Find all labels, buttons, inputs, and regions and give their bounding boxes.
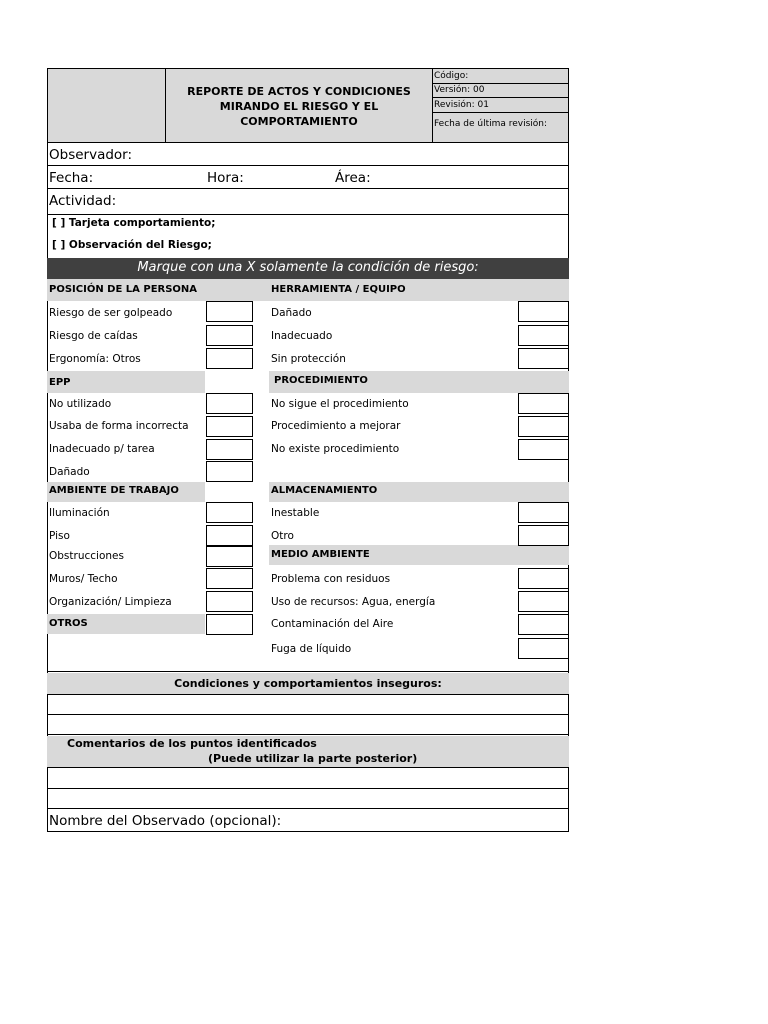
item-obstrucciones: Obstrucciones bbox=[49, 550, 124, 562]
checkbox-proc-mejorar[interactable] bbox=[518, 416, 569, 437]
checkbox-sin-proteccion[interactable] bbox=[518, 348, 569, 369]
item-residuos: Problema con residuos bbox=[271, 573, 391, 585]
section-title-medio: MEDIO AMBIENTE bbox=[271, 549, 370, 560]
item-herr-inadecuado: Inadecuado bbox=[271, 330, 333, 342]
codigo-label: Código: bbox=[434, 71, 469, 81]
checkbox-alm-otro[interactable] bbox=[518, 525, 569, 546]
logo-cell bbox=[47, 68, 166, 143]
item-herr-danado: Dañado bbox=[271, 307, 312, 319]
instruction-banner bbox=[47, 258, 569, 279]
nombre-observado-field[interactable]: Nombre del Observado (opcional): bbox=[49, 813, 282, 829]
item-muros-techo: Muros/ Techo bbox=[49, 573, 118, 585]
section-title-almacenamiento: ALMACENAMIENTO bbox=[271, 485, 378, 496]
item-riesgo-caidas: Riesgo de caídas bbox=[49, 330, 138, 342]
item-proc-mejorar: Procedimiento a mejorar bbox=[271, 420, 401, 432]
comentarios-line-2[interactable] bbox=[47, 789, 569, 808]
item-no-utilizado: No utilizado bbox=[49, 398, 112, 410]
item-iluminacion: Iluminación bbox=[49, 507, 110, 519]
checkbox-otros[interactable] bbox=[206, 614, 253, 635]
tarjeta-checkbox[interactable]: [ ] Tarjeta comportamiento; bbox=[52, 217, 216, 229]
checkbox-contaminacion[interactable] bbox=[518, 614, 569, 635]
checkbox-herr-inadecuado[interactable] bbox=[518, 325, 569, 346]
meta-cell bbox=[432, 68, 569, 143]
item-sin-proteccion: Sin protección bbox=[271, 353, 346, 365]
form-title-line3: COMPORTAMIENTO bbox=[240, 115, 358, 128]
observacion-checkbox[interactable]: [ ] Observación del Riesgo; bbox=[52, 239, 212, 251]
section-band-epp bbox=[47, 371, 205, 393]
checkbox-recursos[interactable] bbox=[518, 591, 569, 612]
form-title-line2: MIRANDO EL RIESGO Y EL bbox=[219, 100, 379, 113]
checkbox-no-utilizado[interactable] bbox=[206, 393, 253, 414]
section-title-procedimiento: PROCEDIMIENTO bbox=[274, 375, 368, 386]
item-riesgo-golpeado: Riesgo de ser golpeado bbox=[49, 307, 173, 319]
item-contaminacion: Contaminación del Aire bbox=[271, 618, 394, 630]
item-organizacion: Organización/ Limpieza bbox=[49, 596, 172, 608]
item-usaba-incorrecta: Usaba de forma incorrecta bbox=[49, 420, 189, 432]
risk-report-form bbox=[47, 68, 569, 832]
comentarios-subheading: (Puede utilizar la parte posterior) bbox=[208, 752, 418, 765]
item-no-sigue: No sigue el procedimiento bbox=[271, 398, 409, 410]
checkbox-riesgo-caidas[interactable] bbox=[206, 325, 253, 346]
comentarios-heading: Comentarios de los puntos identificados bbox=[67, 737, 317, 750]
section-title-epp: EPP bbox=[49, 377, 71, 388]
item-inadecuado-tarea: Inadecuado p/ tarea bbox=[49, 443, 155, 455]
condiciones-line-1[interactable] bbox=[47, 695, 569, 714]
checkbox-no-sigue[interactable] bbox=[518, 393, 569, 414]
checkbox-no-existe[interactable] bbox=[518, 439, 569, 460]
checkbox-inestable[interactable] bbox=[518, 502, 569, 523]
section-title-otros: OTROS bbox=[49, 618, 88, 629]
checkbox-fuga[interactable] bbox=[518, 638, 569, 659]
actividad-field[interactable]: Actividad: bbox=[49, 193, 117, 209]
checkbox-epp-danado[interactable] bbox=[206, 461, 253, 482]
instruction-text: Marque con una X solamente la condición de riesgo: bbox=[137, 260, 479, 275]
fecha-revision-label: Fecha de última revisión: bbox=[434, 119, 548, 129]
item-inestable: Inestable bbox=[271, 507, 320, 519]
checkbox-residuos[interactable] bbox=[518, 568, 569, 589]
checkbox-inadecuado-tarea[interactable] bbox=[206, 439, 253, 460]
checkbox-obstrucciones[interactable] bbox=[206, 546, 253, 567]
checkbox-muros-techo[interactable] bbox=[206, 568, 253, 589]
section-title-ambiente: AMBIENTE DE TRABAJO bbox=[49, 485, 179, 496]
item-piso: Piso bbox=[49, 530, 70, 542]
condiciones-heading: Condiciones y comportamientos inseguros: bbox=[174, 677, 442, 690]
item-recursos: Uso de recursos: Agua, energía bbox=[271, 596, 436, 608]
item-alm-otro: Otro bbox=[271, 530, 294, 542]
condiciones-line-2[interactable] bbox=[47, 715, 569, 734]
item-fuga: Fuga de líquido bbox=[271, 643, 352, 655]
checkbox-herr-danado[interactable] bbox=[518, 301, 569, 322]
area-field[interactable]: Área: bbox=[335, 170, 371, 186]
checkbox-piso[interactable] bbox=[206, 525, 253, 546]
item-ergonomia: Ergonomía: Otros bbox=[49, 353, 141, 365]
item-epp-danado: Dañado bbox=[49, 466, 90, 478]
title-cell bbox=[165, 68, 433, 143]
section-title-herramienta: HERRAMIENTA / EQUIPO bbox=[271, 284, 406, 295]
comentarios-line-1[interactable] bbox=[47, 768, 569, 788]
checkbox-riesgo-golpeado[interactable] bbox=[206, 301, 253, 322]
form-title-line1: REPORTE DE ACTOS Y CONDICIONES bbox=[187, 85, 411, 98]
checkbox-usaba-incorrecta[interactable] bbox=[206, 416, 253, 437]
checkbox-iluminacion[interactable] bbox=[206, 502, 253, 523]
checkbox-ergonomia[interactable] bbox=[206, 348, 253, 369]
fecha-field[interactable]: Fecha: bbox=[49, 170, 94, 186]
hora-field[interactable]: Hora: bbox=[207, 170, 244, 186]
version-label: Versión: 00 bbox=[434, 85, 485, 95]
revision-label: Revisión: 01 bbox=[434, 100, 489, 110]
observador-field[interactable]: Observador: bbox=[49, 147, 133, 163]
checkbox-organizacion[interactable] bbox=[206, 591, 253, 612]
section-title-posicion: POSICIÓN DE LA PERSONA bbox=[49, 284, 198, 295]
item-no-existe: No existe procedimiento bbox=[271, 443, 400, 455]
